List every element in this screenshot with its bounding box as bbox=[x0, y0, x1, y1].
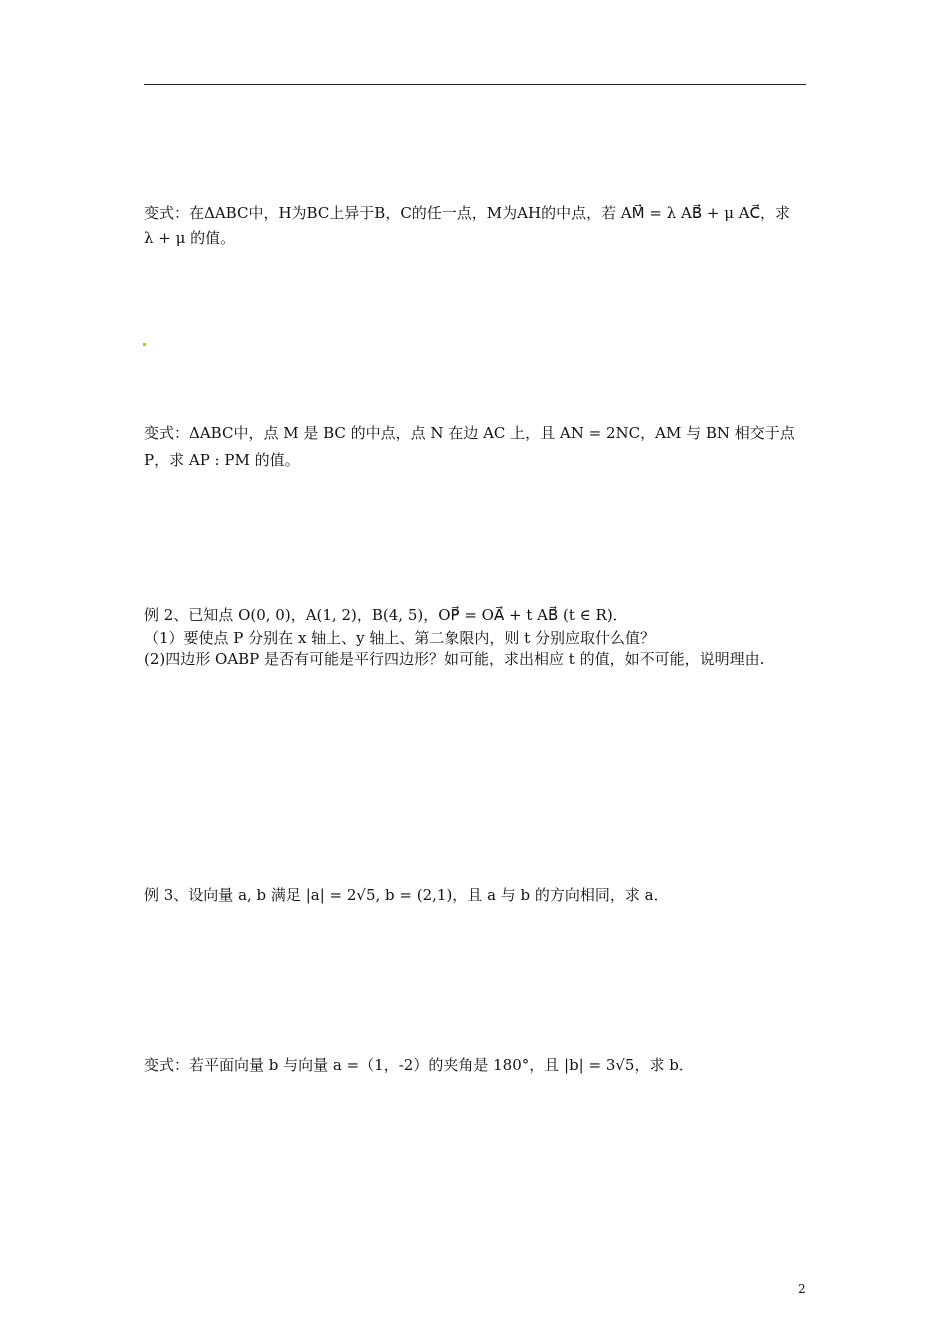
variant-1-line-1: 变式：在ΔABC中，H为BC上异于B，C的任一点，M为AH的中点，若 AM⃗ = λ AB⃗ + μ AC⃗，求 bbox=[144, 204, 791, 222]
example-3: 例 3、设向量 a, b 满足 |a| = 2√5, b = (2,1)，且 a 与 b 的方向相同，求 a． bbox=[144, 886, 669, 904]
marker-dot bbox=[143, 343, 146, 346]
header-rule bbox=[144, 84, 806, 85]
variant-1-line-2: λ + μ 的值。 bbox=[144, 229, 236, 247]
variant-2-line-2: P，求 AP : PM 的值。 bbox=[144, 451, 300, 469]
example-2-part-1: （1）要使点 P 分别在 x 轴上、y 轴上、第二象限内，则 t 分别应取什么值？ bbox=[144, 629, 655, 647]
example-2-part-2: (2)四边形 OABP 是否有可能是平行四边形？如可能，求出相应 t 的值，如不可能，说明理由. bbox=[144, 650, 765, 668]
variant-2-line-1: 变式：ΔABC中，点 M 是 BC 的中点，点 N 在边 AC 上，且 AN = 2NC，AM 与 BN 相交于点 bbox=[144, 424, 795, 442]
example-2-intro: 例 2、已知点 O(0, 0)，A(1, 2)，B(4, 5)，OP⃗ = OA⃗ + t AB⃗ (t ∈ R)． bbox=[144, 606, 628, 624]
variant-3: 变式：若平面向量 b 与向量 a =（1，-2）的夹角是 180°，且 |b| = 3√5，求 b． bbox=[144, 1056, 694, 1074]
page-number: 2 bbox=[798, 1282, 806, 1296]
